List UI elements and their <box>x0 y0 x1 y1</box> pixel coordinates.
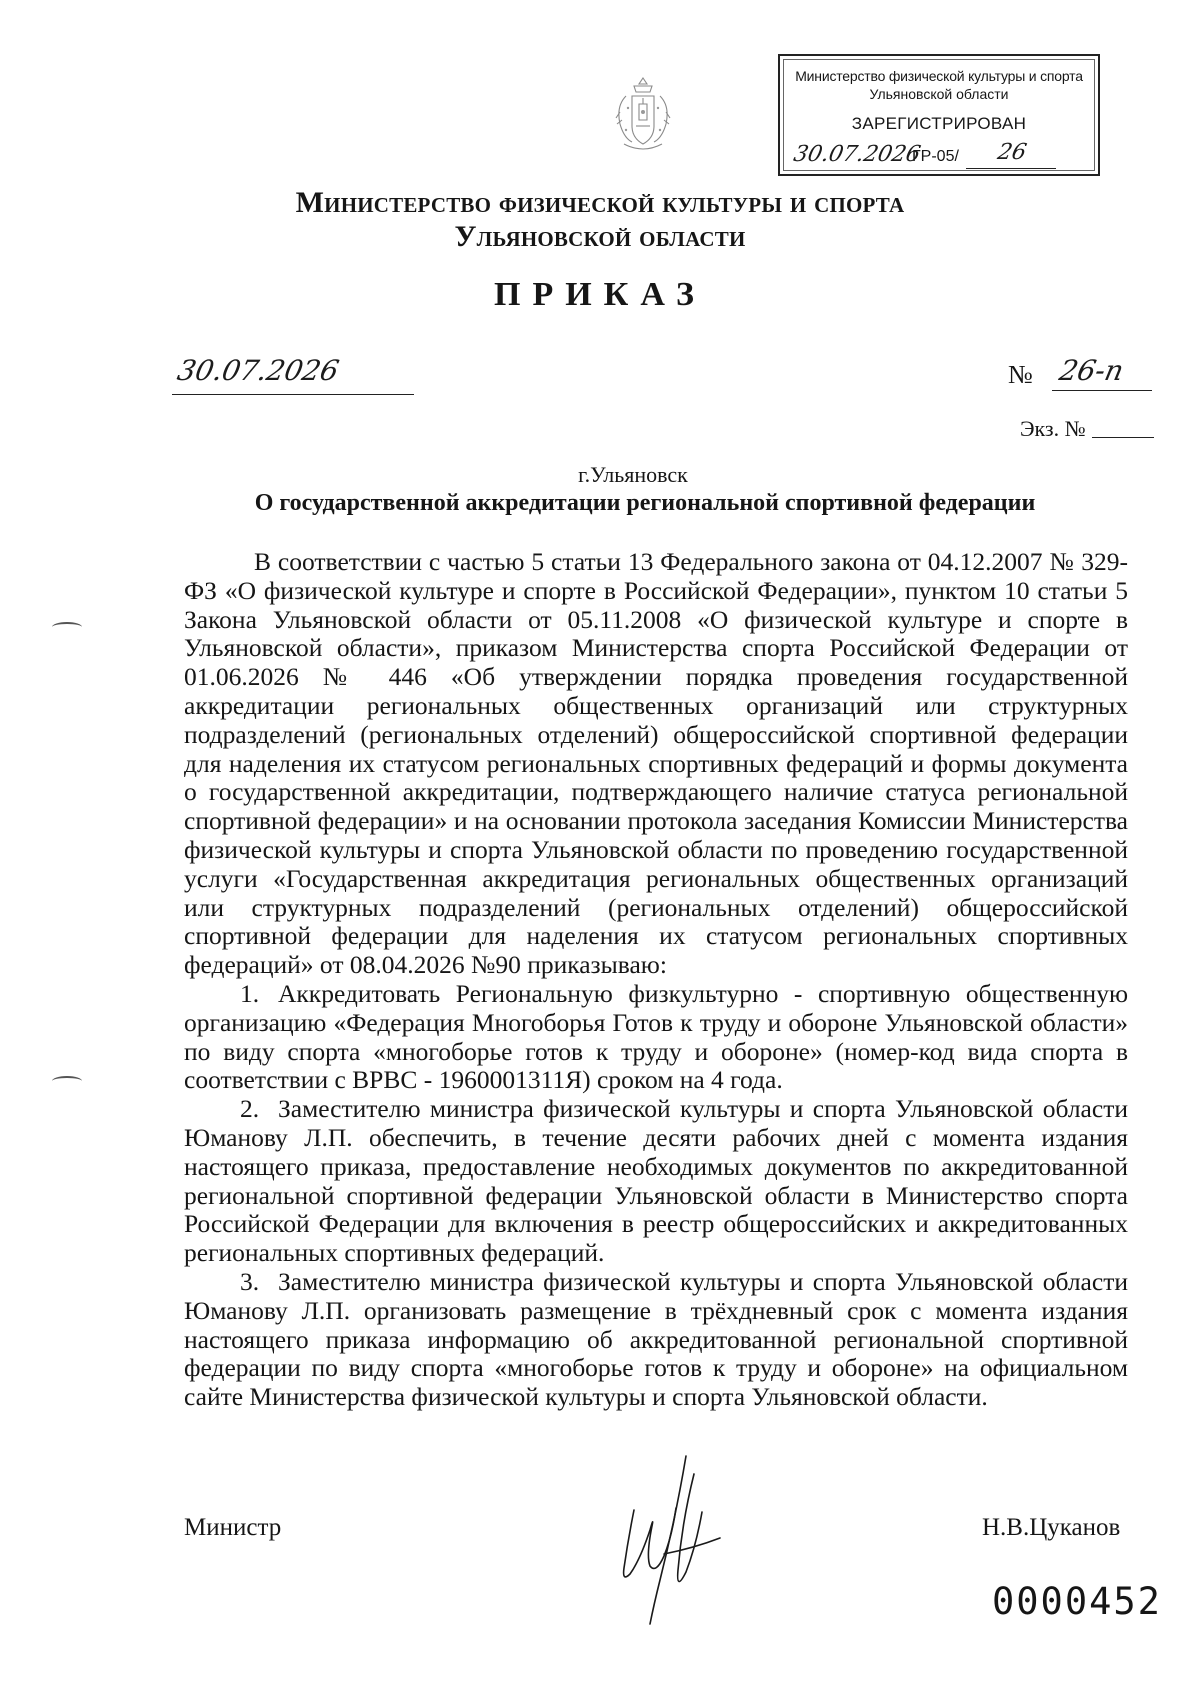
order-item <box>184 980 1128 1095</box>
preamble: В соответствии с частью 5 статьи 13 Федерального закона от 04.12.2007 № 329-ФЗ «О физической культуре и спорте в Российской Федерации», пунктом 10 статьи 5 Закона Ульяновской области от 05.11.2008 «О физической культуре и спорте в Ульяновской области», приказом Министерства спорта Российской Федерации от 01.06.2026 № 446 «Об утверждении порядка проведения государственной аккредитации региональных общественных организаций или структурных подразделений (региональных отделений) общероссийской спортивной федерации для наделения их статусом региональных спортивных федераций и формы документа о государственной аккредитации, подтверждающего наличие статуса региональной спортивной федерации» и на основании протокола заседания Комиссии Министерства физической культуры и спорта Ульяновской области по проведению государственной услуги «Государственная аккредитация региональных общественных организаций или структурных подразделений (региональных отделений) общероссийской спортивной федерации для наделения их статусом региональных спортивных федераций» от 08.04.2026 №90 приказываю: <box>184 547 1128 980</box>
document-serial-number: 0000452 <box>992 1580 1162 1623</box>
order-date-field <box>172 356 414 395</box>
stamp-reg-underline <box>966 168 1056 169</box>
stamp-status: ЗАРЕГИСТРИРОВАН <box>851 114 1027 133</box>
order-items <box>184 980 1128 1412</box>
signatory-position: Министр <box>184 1514 282 1541</box>
order-item-number: 1. <box>240 978 260 1008</box>
stamp-org-line2: Ульяновской области <box>869 86 1009 102</box>
ministry-title <box>0 186 1200 254</box>
order-item-text: Заместителю министра физической культуры и спорта Ульяновской области Юманову Л.П. обеспечить, в течение десяти рабочих дней с момента издания настоящего приказа, предоставление необходимых документов по аккредитованной региональной спортивной федерации Ульяновской области в Министерство спорта Российской Федерации для включения в реестр общероссийских и аккредитованных региональных спортивных федераций. <box>184 1094 1128 1268</box>
city: г.Ульяновск <box>578 462 688 487</box>
order-item <box>184 1268 1128 1412</box>
order-subject: О государственной аккредитации региональной спортивной федерации <box>254 490 1036 516</box>
stamp-org-line1: Министерство физической культуры и спорта <box>795 68 1083 84</box>
order-item-number: 2. <box>240 1094 260 1124</box>
stamp-registration-line <box>790 142 1090 172</box>
signatory-name: Н.В.Цуканов <box>982 1514 1121 1541</box>
order-body <box>184 548 1128 1412</box>
order-number-underline <box>1052 390 1152 391</box>
order-item <box>184 1095 1128 1268</box>
handwritten-signature <box>604 1444 744 1626</box>
stamp-reg-date: 30.07.2026 <box>791 142 923 167</box>
document-type-title: ПРИКАЗ <box>494 276 706 313</box>
ministry-title-line2: Ульяновской области <box>454 220 746 253</box>
order-date: 30.07.2026 <box>174 354 342 387</box>
order-number: 26-п <box>1056 354 1127 387</box>
margin-mark <box>52 622 82 632</box>
order-item-text: Заместителю министра физической культуры и спорта Ульяновской области Юманову Л.П. организовать размещение в трёхдневный срок с момента издания настоящего приказа информацию об аккредитованной региональной спортивной федерации по виду спорта «многоборье готов к труду и обороне» на официальном сайте Министерства физической культуры и спорта Ульяновской области. <box>184 1266 1128 1412</box>
copy-number-label: Экз. № <box>1020 416 1086 441</box>
order-item-text: Аккредитовать Региональную физкультурно - спортивную общественную организацию «Федерация Многоборья Готов к труду и обороне Ульяновской области» по виду спорта «многоборье готов к труду и обороне» (номер-код вида спорта в соответствии с ВРВС - 1960001311Я) сроком на 4 года. <box>184 978 1128 1095</box>
copy-number-blank <box>1092 437 1154 438</box>
order-number-field <box>1008 356 1153 394</box>
number-sign: № <box>1008 360 1033 389</box>
order-item-number: 3. <box>240 1266 260 1296</box>
copy-number-field <box>1020 416 1154 442</box>
registration-stamp <box>778 54 1100 176</box>
coat-of-arms-icon <box>612 72 674 158</box>
ministry-title-line1: Министерство физической культуры и спорта <box>295 186 905 219</box>
stamp-reg-number: 26 <box>995 140 1029 165</box>
margin-mark <box>52 1076 82 1086</box>
stamp-reg-prefix: ГР-05/ <box>912 148 959 165</box>
